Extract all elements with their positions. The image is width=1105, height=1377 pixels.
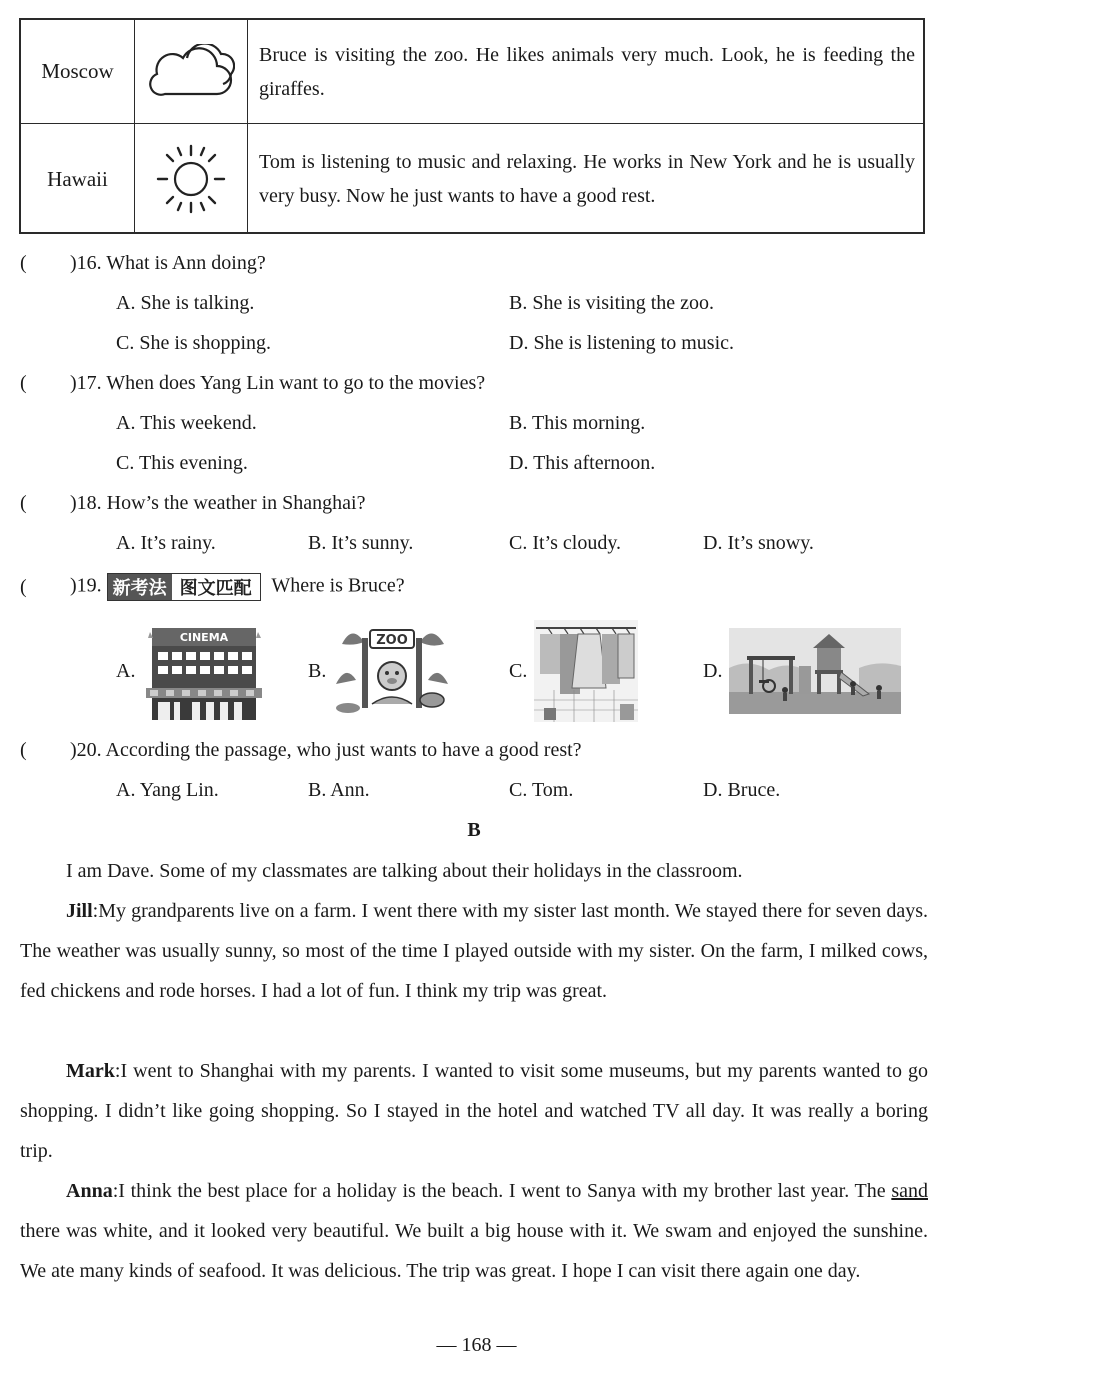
question-19 [70,573,405,601]
badge-left: 新考法 [108,574,172,600]
zoo-image [332,624,452,722]
zoo-sign: ZOO [376,633,408,648]
underlined-word: sand [891,1180,928,1202]
option-16b: B. She is visiting the zoo. [509,292,714,314]
mark-paragraph [20,1051,928,1171]
table-row [21,124,923,234]
option-18d: D. It’s snowy. [703,532,814,554]
answer-bracket[interactable]: ( [20,372,27,394]
speaker-separator: : [114,1060,121,1082]
mark-text: I went to Shanghai with my parents. I wanted to visit some museums, but my parents wanted to go shopping. I didn’t like going shopping. So I stayed in the hotel and watched TV all day. It was really a boring trip. [20,1060,928,1162]
option-20d: D. Bruce. [703,779,781,801]
description-cell: Bruce is visiting the zoo. He likes animals very much. Look, he is feeding the giraffes. [259,43,915,100]
option-17d: D. This afternoon. [509,452,656,474]
question-20: )20. According the passage, who just wants to have a good rest? [70,739,582,761]
question-18: )18. How’s the weather in Shanghai? [70,492,366,514]
page-number: — 168 — [436,1334,517,1356]
option-19d: D. [703,660,723,682]
speaker-name: Mark [66,1060,115,1082]
option-19a: A. [116,660,136,682]
speaker-separator: : [112,1180,119,1202]
intro-paragraph: I am Dave. Some of my classmates are talking about their holidays in the classroom. [66,860,743,882]
option-17a: A. This weekend. [116,412,257,434]
answer-bracket[interactable]: ( [20,739,27,761]
jill-text: My grandparents live on a farm. I went there with my sister last month. We stayed there for seven days. The weather was usually sunny, so most of the time I played outside with my sister. On the farm, I milked cows, fed chickens and rode horses. I had a lot of fun. I think my trip was great. [20,900,928,1002]
option-18b: B. It’s sunny. [308,532,414,554]
city-cell: Hawaii [21,124,135,234]
anna-text-1: I think the best place for a holiday is the beach. I went to Sanya with my brother last year. The [118,1180,892,1202]
answer-bracket[interactable]: ( [20,576,27,598]
option-19b: B. [308,660,327,682]
new-method-badge [107,573,261,601]
cinema-sign: CINEMA [179,631,229,644]
cloud-icon [135,20,248,123]
sun-icon [135,124,248,234]
option-16d: D. She is listening to music. [509,332,734,354]
question-19-text: Where is Bruce? [271,574,405,597]
option-16a: A. She is talking. [116,292,255,314]
option-18c: C. It’s cloudy. [509,532,622,554]
question-17: )17. When does Yang Lin want to go to the movies? [70,372,486,394]
option-18a: A. It’s rainy. [116,532,216,554]
clothes-store-image [534,620,638,728]
anna-paragraph [20,1171,928,1291]
option-20a: A. Yang Lin. [116,779,219,801]
option-20b: B. Ann. [308,779,370,801]
option-19c: C. [509,660,528,682]
answer-bracket[interactable]: ( [20,492,27,514]
badge-right: 图文匹配 [179,578,252,599]
option-16c: C. She is shopping. [116,332,272,354]
section-heading: B [467,819,481,841]
description-cell: Tom is listening to music and relaxing. He works in New York and he is usually very busy. Now he just wants to have a good rest. [259,151,915,207]
speaker-name: Jill [66,900,93,922]
anna-text-2: there was white, and it looked very beautiful. We built a big house with it. We swam and enjoyed the sunshine. We ate many kinds of seafood. It was delicious. The trip was great. I hope I can visit there again one day. [20,1220,928,1282]
playground-image [729,628,901,720]
jill-paragraph [20,891,928,1011]
speaker-name: Anna [66,1180,113,1202]
cinema-image [144,626,264,728]
weather-table [19,18,925,234]
speaker-separator: : [92,900,99,922]
option-17c: C. This evening. [116,452,248,474]
option-20c: C. Tom. [509,779,574,801]
question-16: )16. What is Ann doing? [70,252,266,274]
table-row [21,20,923,124]
option-17b: B. This morning. [509,412,646,434]
question-number: )19. [70,574,102,597]
city-cell: Moscow [21,20,135,123]
answer-bracket[interactable]: ( [20,252,27,274]
